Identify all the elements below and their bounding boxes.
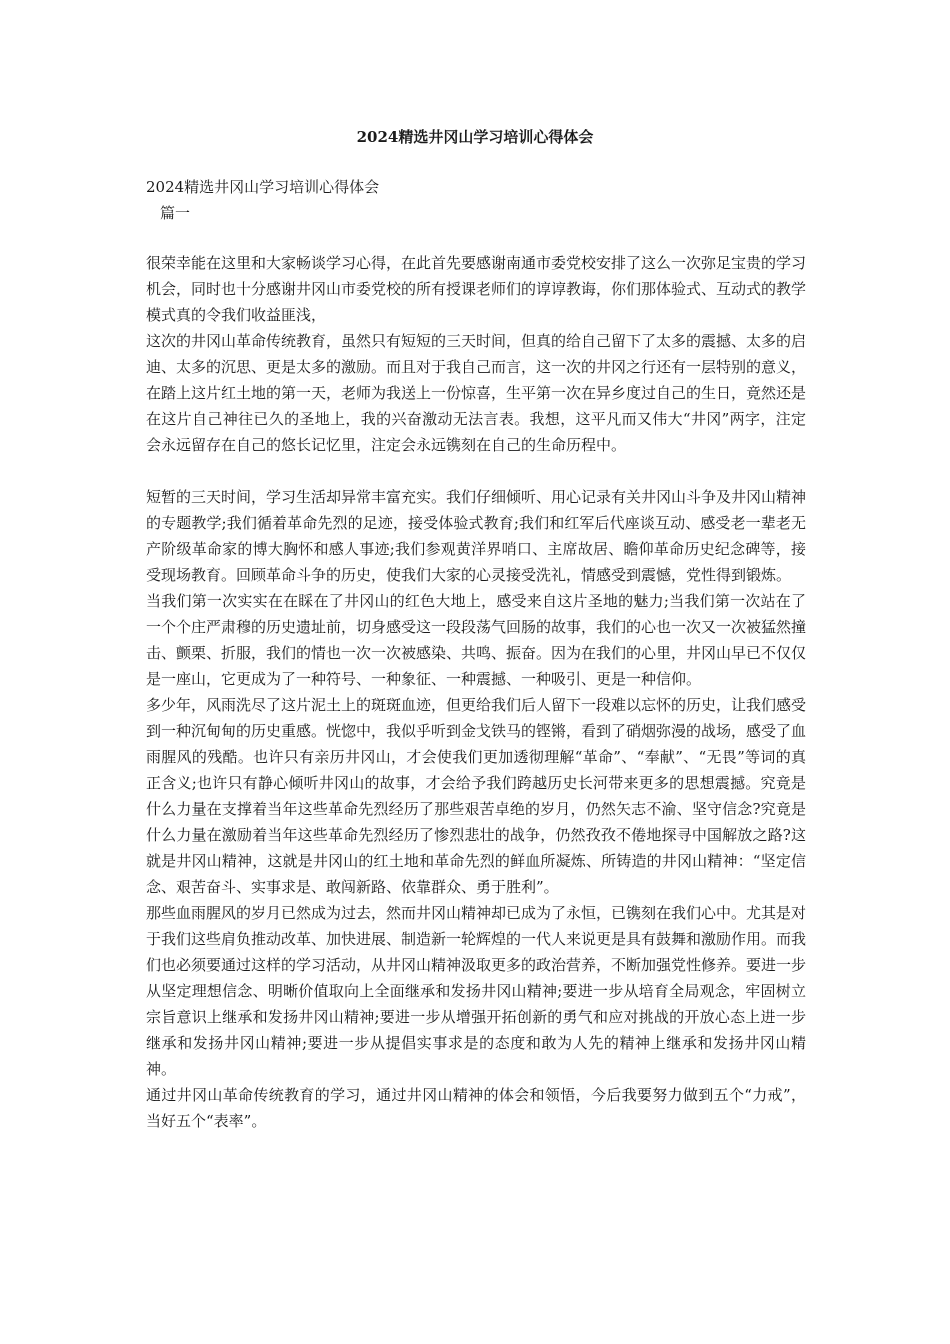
paragraph-2: 这次的井冈山革命传统教育，虽然只有短短的三天时间，但真的给自己留下了太多的震撼、太多的启迪、太多的沉思、更是太多的激励。而且对于我自己而言，这一次的井冈之行还有一层特别的意义，在踏上这片红土地的第一天，老师为我送上一份惊喜，生平第一次在异乡度过自己的生日，竟然还是在这片自己神往已久的圣地上，我的兴奋激动无法言表。我想，这平凡而又伟大“井冈”两字，注定会永远留存在自己的悠长记忆里，注定会永远镌刻在自己的生命历程中。 [146, 332, 807, 454]
document-body [146, 250, 806, 1134]
paragraph-7: 通过井冈山革命传统教育的学习，通过井冈山精神的体会和领悟，今后我要努力做到五个“力戒”，当好五个“表率”。 [146, 1086, 806, 1130]
paragraph-3: 短暂的三天时间，学习生活却异常丰富充实。我们仔细倾听、用心记录有关井冈山斗争及井冈山精神的专题教学;我们循着革命先烈的足迹，接受体验式教育;我们和红军后代座谈互动、感受老一辈老无产阶级革命家的博大胸怀和感人事迹;我们参观黄洋界哨口、主席故居、瞻仰革命历史纪念碑等，接受现场教育。回顾革命斗争的历史，使我们大家的心灵接受洗礼，情感受到震憾，党性得到锻炼。 [146, 488, 807, 584]
paragraph-4: 当我们第一次实实在在睬在了井冈山的红色大地上，感受来自这片圣地的魅力;当我们第一次站在了一个个庄严肃穆的历史遗址前，切身感受这一段段荡气回肠的故事，我们的心也一次又一次被猛然撞击、颤栗、折服，我们的情也一次一次被感染、共鸣、振奋。因为在我们的心里，井冈山早已不仅仅是一座山，它更成为了一种符号、一种象征、一种震撼、一种吸引、更是一种信仰。 [146, 592, 807, 688]
paragraph-6: 那些血雨腥风的岁月已然成为过去，然而井冈山精神却已成为了永恒，已镌刻在我们心中。尤其是对于我们这些肩负推动改革、加快进展、制造新一轮辉煌的一代人来说更是具有鼓舞和激励作用。而我们也必须要通过这样的学习活动，从井冈山精神汲取更多的政治营养，不断加强党性修养。要进一步从坚定理想信念、明晰价值取向上全面继承和发扬井冈山精神;要进一步从培育全局观念，牢固树立宗旨意识上继承和发扬井冈山精神;要进一步从增强开拓创新的勇气和应对挑战的开放心态上进一步继承和发扬井冈山精神;要进一步从提倡实事求是的态度和敢为人先的精神上继承和发扬井冈山精神。 [146, 904, 807, 1078]
document-subtitle: 2024精选井冈山学习培训心得体会 [146, 178, 380, 196]
paragraph-5: 多少年，风雨洗尽了这片泥土上的斑斑血迹，但更给我们后人留下一段难以忘怀的历史，让我们感受到一种沉甸甸的历史重感。恍惚中，我似乎听到金戈铁马的铿锵，看到了硝烟弥漫的战场，感受了血雨腥风的残酷。也许只有亲历井冈山，才会使我们更加透彻理解“革命”、“奉献”、“无畏”等词的真正含义;也许只有静心倾听井冈山的故事，才会给予我们跨越历史长河带来更多的思想震撼。究竟是什么力量在支撑着当年这些革命先烈经历了那些艰苦卓绝的岁月，仍然矢志不渝、坚守信念?究竟是什么力量在激励着当年这些革命先烈经历了惨烈悲壮的战争，仍然孜孜不倦地探寻中国解放之路?这就是井冈山精神，这就是井冈山的红土地和革命先烈的鲜血所凝炼、所铸造的井冈山精神：“坚定信念、艰苦奋斗、实事求是、敢闯新路、依靠群众、勇于胜利”。 [146, 696, 807, 896]
section-label: 篇一 [160, 204, 191, 222]
paragraph-1: 很荣幸能在这里和大家畅谈学习心得，在此首先要感谢南通市委党校安排了这么一次弥足宝贵的学习机会，同时也十分感谢井冈山市委党校的所有授课老师们的谆谆教诲，你们那体验式、互动式的教学模式真的令我们收益匪浅， [146, 254, 807, 324]
document-title: 2024精选井冈山学习培训心得体会 [356, 128, 594, 146]
